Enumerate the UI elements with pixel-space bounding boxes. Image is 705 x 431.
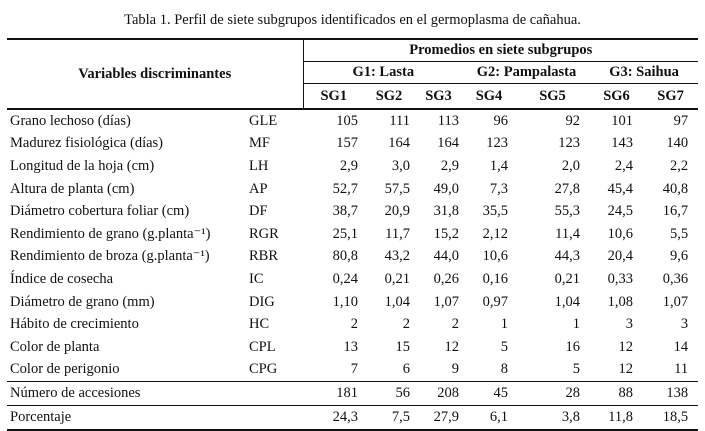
subgroup-header-sg3: SG3 [414, 84, 463, 110]
value-cell-sg4: 2,12 [482, 225, 508, 242]
value-cell-sg4: 123 [486, 135, 508, 152]
subgroup-header-sg4: SG4 [463, 84, 515, 110]
value-cell-sg3: 164 [437, 135, 459, 152]
value-cell-sg3: 9 [451, 361, 459, 378]
variable-code: DIG [249, 293, 275, 310]
value-cell-sg7: 11 [674, 361, 689, 378]
value-cell-sg5: 3,8 [515, 406, 590, 431]
value-cell-sg3: 27,9 [414, 406, 463, 431]
value-cell-sg6: 11,8 [590, 406, 643, 431]
variable-label: Longitud de la hoja (cm) [10, 157, 155, 174]
value-cell-sg1: 25,1 [332, 225, 358, 242]
value-cell-sg4: 6,1 [463, 406, 515, 431]
variable-code: AP [249, 180, 268, 197]
data-table [7, 38, 698, 431]
value-cell-sg1: 2,9 [339, 157, 358, 174]
variable-code: HC [249, 316, 270, 333]
value-cell-sg7: 140 [666, 135, 689, 152]
value-cell-sg7: 40,8 [662, 180, 689, 197]
value-cell-sg6: 143 [611, 135, 633, 152]
value-cell-sg5: 44,3 [554, 248, 580, 265]
value-cell-sg6: 2,4 [614, 157, 633, 174]
variable-label: Altura de planta (cm) [10, 180, 135, 197]
subgroup-header-sg1: SG1 [303, 84, 364, 110]
variable-code: CPL [249, 338, 276, 355]
variable-label: Número de accesiones [7, 382, 247, 406]
variable-label: Diámetro cobertura foliar (cm) [10, 203, 190, 220]
header-row-group-title [7, 39, 698, 62]
value-cell-sg2: 11,7 [385, 225, 410, 242]
group-header-g1: G1: Lasta [303, 62, 463, 84]
table-row [7, 200, 698, 223]
value-cell-sg3: 15,2 [433, 225, 459, 242]
value-cell-sg3: 208 [414, 382, 463, 406]
variable-code: LH [249, 157, 269, 174]
value-cell-sg6: 12 [618, 361, 633, 378]
value-cell-sg1: 1,10 [332, 293, 358, 310]
value-cell-sg2: 43,2 [384, 248, 410, 265]
value-cell-sg1: 0,24 [332, 270, 358, 287]
table-row [7, 291, 698, 314]
value-cell-sg1: 24,3 [303, 406, 364, 431]
value-cell-sg3: 2,9 [440, 157, 459, 174]
value-cell-sg5: 55,3 [554, 203, 580, 220]
subgroup-header-sg7: SG7 [643, 84, 698, 110]
value-cell-sg1: 52,7 [332, 180, 358, 197]
value-cell-sg2: 3,0 [391, 157, 410, 174]
variable-code: DF [249, 203, 268, 220]
variable-code [247, 406, 303, 431]
variable-code: GLE [249, 112, 278, 129]
value-cell-sg6: 88 [590, 382, 643, 406]
value-cell-sg1: 7 [350, 361, 358, 378]
group-title-header: Promedios en siete subgrupos [303, 39, 698, 62]
variable-code: MF [249, 135, 270, 152]
value-cell-sg7: 138 [643, 382, 698, 406]
value-cell-sg6: 0,33 [607, 270, 633, 287]
value-cell-sg4: 1,4 [489, 157, 508, 174]
value-cell-sg3: 113 [437, 112, 459, 129]
variable-code: IC [249, 270, 264, 287]
table-row [7, 133, 698, 156]
value-cell-sg5: 123 [558, 135, 580, 152]
table-row [7, 223, 698, 246]
subgroup-header-sg6: SG6 [590, 84, 643, 110]
variable-label: Madurez fisiológica (días) [10, 135, 164, 152]
subgroup-header-sg2: SG2 [364, 84, 414, 110]
table-row [7, 109, 698, 133]
value-cell-sg3: 31,8 [433, 203, 459, 220]
value-cell-sg4: 0,97 [482, 293, 508, 310]
value-cell-sg7: 0,36 [662, 270, 689, 287]
table-caption: Tabla 1. Perfil de siete subgrupos identificados en el germoplasma de cañahua. [124, 12, 581, 28]
value-cell-sg4: 45 [463, 382, 515, 406]
value-cell-sg5: 27,8 [554, 180, 580, 197]
variables-header: Variables discriminantes [7, 39, 303, 109]
value-cell-sg2: 6 [402, 361, 410, 378]
value-cell-sg7: 97 [673, 112, 689, 129]
value-cell-sg6: 12 [618, 338, 633, 355]
variable-label: Color de perigonio [10, 361, 120, 378]
variable-label: Porcentaje [7, 406, 247, 431]
table-header [7, 39, 698, 109]
value-cell-sg7: 16,7 [662, 203, 689, 220]
table-row-summary [7, 406, 698, 431]
value-cell-sg6: 45,4 [607, 180, 633, 197]
value-cell-sg4: 7,3 [489, 180, 508, 197]
variable-label: Diámetro de grano (mm) [10, 293, 155, 310]
value-cell-sg4: 5 [500, 338, 508, 355]
value-cell-sg2: 0,21 [384, 270, 410, 287]
value-cell-sg2: 56 [364, 382, 414, 406]
value-cell-sg2: 164 [388, 135, 410, 152]
value-cell-sg6: 24,5 [607, 203, 633, 220]
variable-label: Grano lechoso (días) [10, 112, 131, 129]
value-cell-sg2: 2 [402, 316, 410, 333]
value-cell-sg5: 2,0 [561, 157, 580, 174]
value-cell-sg5: 1 [572, 316, 580, 333]
value-cell-sg7: 14 [673, 338, 689, 355]
value-cell-sg6: 10,6 [607, 225, 633, 242]
value-cell-sg7: 3 [680, 316, 689, 333]
value-cell-sg4: 10,6 [482, 248, 508, 265]
value-cell-sg5: 1,04 [554, 293, 580, 310]
variable-label: Color de planta [10, 338, 100, 355]
variable-label: Índice de cosecha [10, 270, 114, 287]
value-cell-sg6: 101 [611, 112, 633, 129]
value-cell-sg3: 0,26 [433, 270, 459, 287]
value-cell-sg7: 9,6 [669, 248, 689, 265]
value-cell-sg4: 96 [493, 112, 508, 129]
value-cell-sg7: 2,2 [669, 157, 689, 174]
variable-label: Rendimiento de grano (g.planta⁻¹) [10, 225, 211, 242]
value-cell-sg3: 1,07 [433, 293, 459, 310]
value-cell-sg7: 5,5 [669, 225, 689, 242]
group-header-g2: G2: Pampalasta [463, 62, 590, 84]
value-cell-sg7: 1,07 [662, 293, 689, 310]
variable-label: Rendimiento de broza (g.planta⁻¹) [10, 248, 210, 265]
value-cell-sg5: 92 [565, 112, 580, 129]
table-row [7, 155, 698, 178]
table-row [7, 178, 698, 201]
variable-code: RGR [249, 225, 279, 242]
table-row [7, 268, 698, 291]
value-cell-sg4: 8 [500, 361, 508, 378]
value-cell-sg6: 20,4 [607, 248, 633, 265]
value-cell-sg5: 16 [565, 338, 580, 355]
value-cell-sg5: 5 [572, 361, 580, 378]
value-cell-sg1: 13 [343, 338, 358, 355]
value-cell-sg2: 57,5 [384, 180, 410, 197]
value-cell-sg6: 1,08 [607, 293, 633, 310]
value-cell-sg6: 3 [625, 316, 633, 333]
variable-code: RBR [249, 248, 279, 265]
value-cell-sg2: 20,9 [384, 203, 410, 220]
value-cell-sg5: 11,4 [555, 225, 580, 242]
value-cell-sg3: 12 [444, 338, 459, 355]
value-cell-sg1: 157 [336, 135, 358, 152]
variable-code [247, 382, 303, 406]
value-cell-sg7: 18,5 [643, 406, 698, 431]
value-cell-sg2: 15 [395, 338, 410, 355]
subgroup-header-sg5: SG5 [515, 84, 590, 110]
table-row [7, 359, 698, 382]
table-row [7, 336, 698, 359]
value-cell-sg4: 35,5 [482, 203, 508, 220]
value-cell-sg3: 44,0 [433, 248, 459, 265]
table-row-summary [7, 382, 698, 406]
value-cell-sg1: 181 [303, 382, 364, 406]
value-cell-sg2: 111 [389, 112, 410, 129]
group-header-g3: G3: Saihua [590, 62, 698, 84]
value-cell-sg1: 38,7 [332, 203, 358, 220]
value-cell-sg2: 7,5 [364, 406, 414, 431]
value-cell-sg1: 80,8 [332, 248, 358, 265]
table-row [7, 246, 698, 269]
variable-label: Hábito de crecimiento [10, 316, 139, 333]
value-cell-sg3: 2 [451, 316, 459, 333]
value-cell-sg1: 105 [336, 112, 358, 129]
table-body [7, 109, 698, 430]
value-cell-sg2: 1,04 [384, 293, 410, 310]
value-cell-sg5: 0,21 [554, 270, 580, 287]
value-cell-sg3: 49,0 [433, 180, 459, 197]
value-cell-sg1: 2 [350, 316, 358, 333]
table-row [7, 313, 698, 336]
value-cell-sg4: 0,16 [482, 270, 508, 287]
value-cell-sg5: 28 [515, 382, 590, 406]
variable-code: CPG [249, 361, 278, 378]
value-cell-sg4: 1 [500, 316, 508, 333]
